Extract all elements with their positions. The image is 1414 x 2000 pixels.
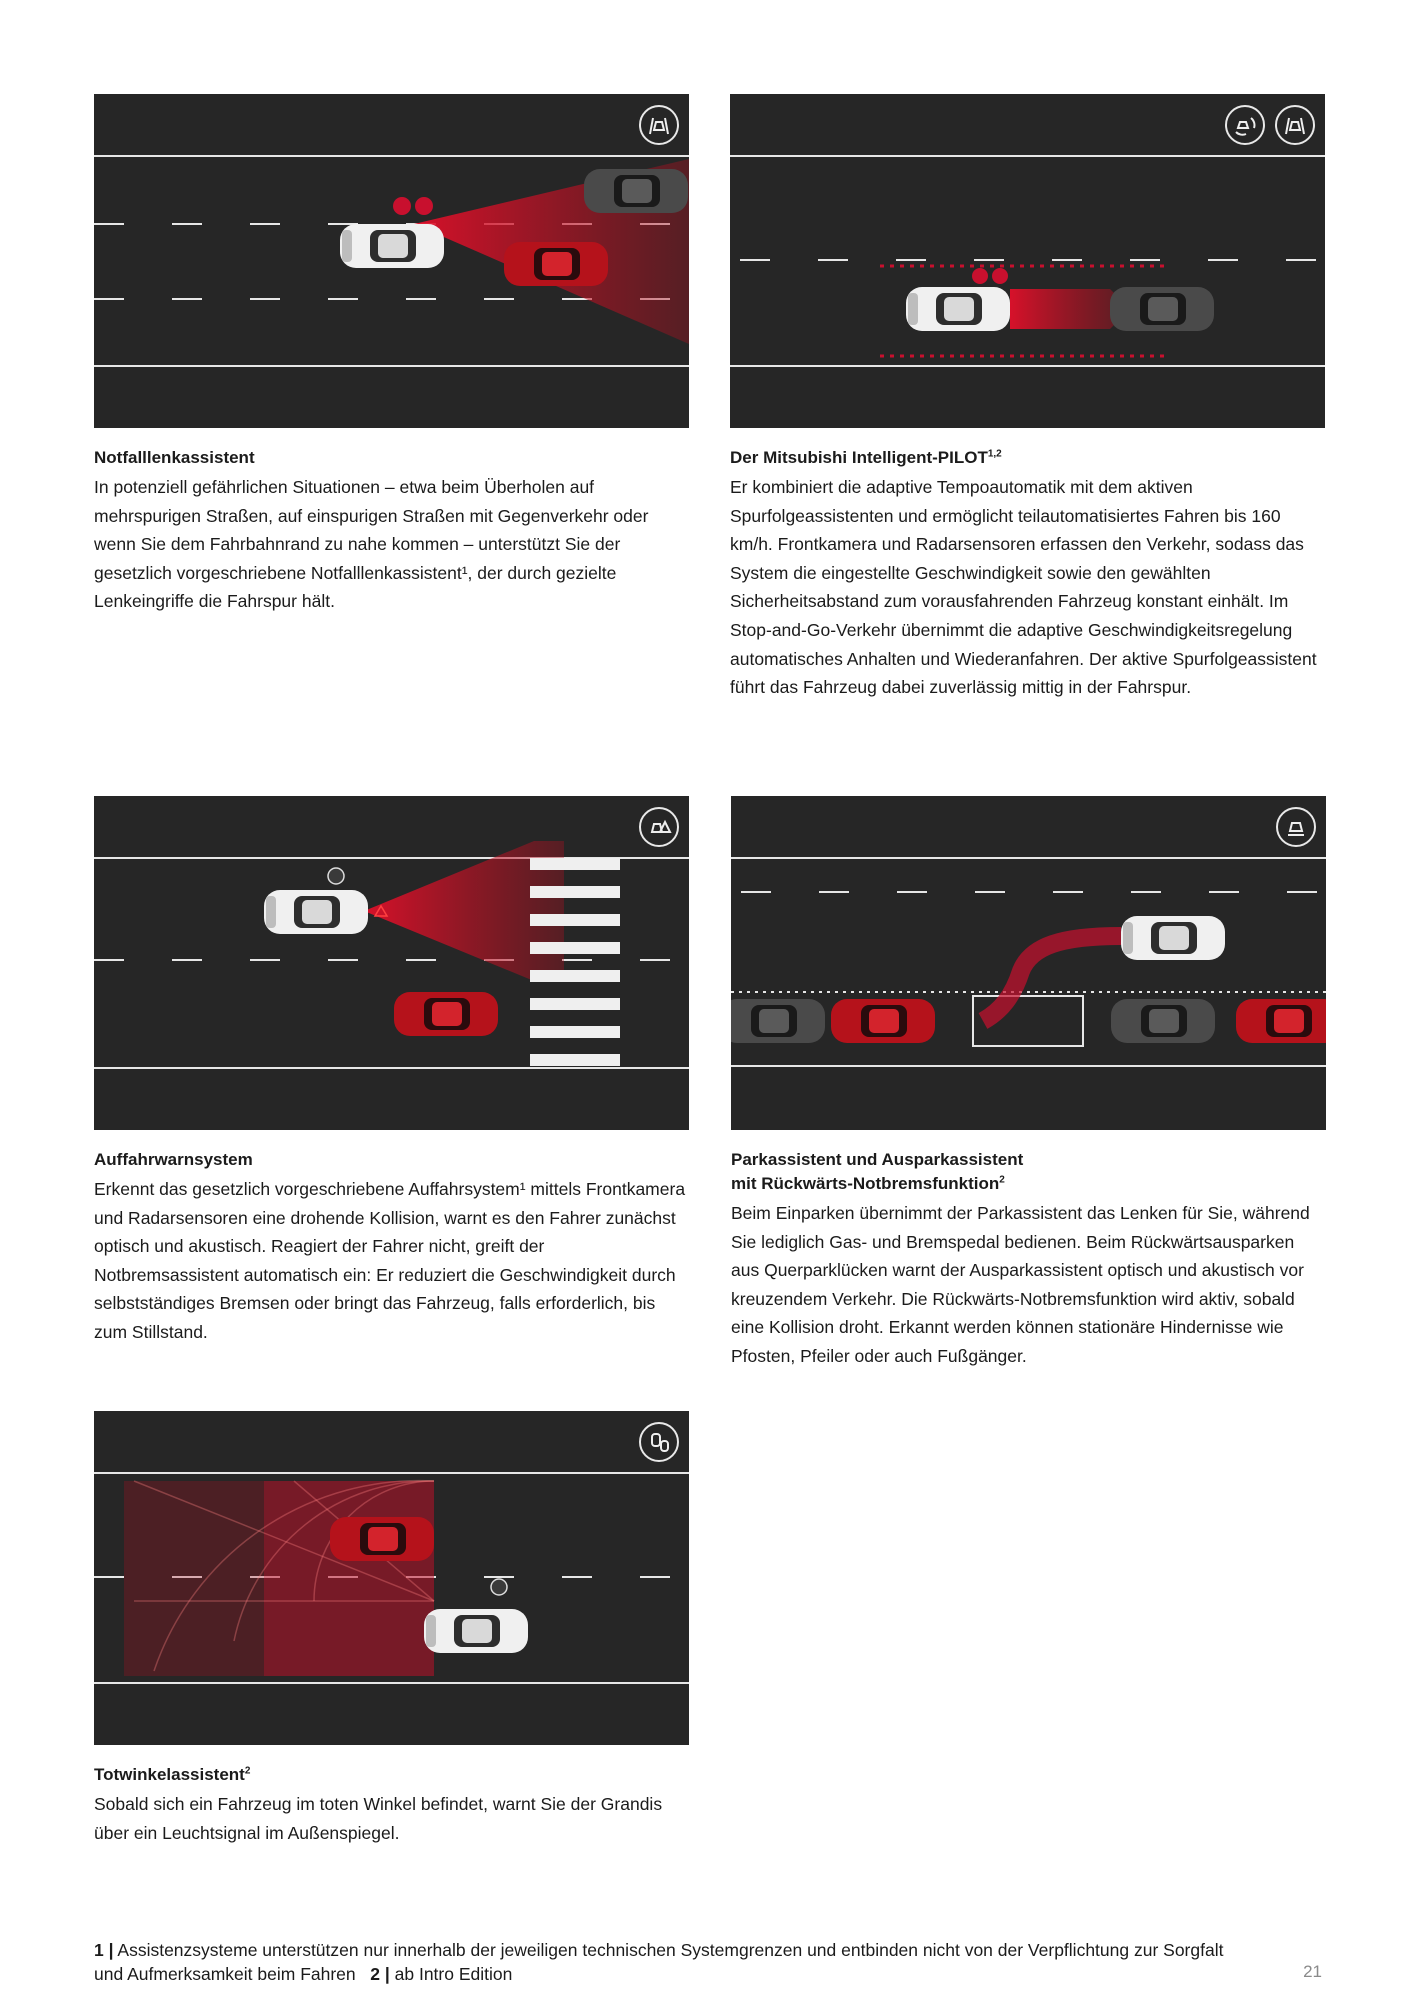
illustration-emergency-lane-assist — [94, 94, 689, 428]
page-number: 21 — [1303, 1962, 1322, 1981]
feature-totwinkelassistent — [94, 1411, 689, 1847]
adaptive-cruise-icon — [1225, 105, 1265, 145]
lane-keep-car-icon — [1275, 105, 1315, 145]
feature-title: Auffahrwarnsystem — [94, 1150, 253, 1169]
blind-spot-icon — [639, 1422, 679, 1462]
feature-title: Notfalllenkassistent — [94, 448, 255, 467]
illustration-intelligent-pilot — [730, 94, 1325, 428]
feature-parkassistent — [731, 796, 1326, 1371]
feature-title: Der Mitsubishi Intelligent-PILOT$^{1,2}$ — [730, 448, 1002, 467]
illustration-blind-spot — [94, 1411, 689, 1745]
feature-text: Er kombiniert die adaptive Tempoautomatik mit dem aktiven Spurfolgeassistenten und ermöglicht teilautomatisiertes Fahren bis 160 km/h. Frontkamera und Radarsensoren erfassen den Verkehr, sodass das System die eingestellte Geschwindigkeit sowie den gewählten Sicherheitsabstand zum vorausfahrenden Fahrzeug konstant einhält. Im Stop-and-Go-Verkehr übernimmt die adaptive Geschwindigkeitsregelung automatisches Anhalten und Wiederanfahren. Der aktive Spurfolgeassistent führt das Fahrzeug dabei zuverlässig mittig in der Fahrspur. — [730, 477, 1317, 698]
feature-title: Parkassistent und Ausparkassistent mit Rückwärts-Notbremsfunktion$^2$ — [731, 1150, 1024, 1193]
lane-keep-car-icon — [639, 105, 679, 145]
feature-text: Sobald sich ein Fahrzeug im toten Winkel befindet, warnt Sie der Grandis über ein Leuchtsignal im Außenspiegel. — [94, 1794, 663, 1843]
collision-warning-icon — [639, 807, 679, 847]
feature-text: Erkennt das gesetzlich vorgeschriebene Auffahrsystem¹ mittels Frontkamera und Radarsensoren eine drohende Kollision, warnt es den Fahrer zunächst optisch und akustisch. Reagiert der Fahrer nicht, greift der Notbremsassistent automatisch ein: Er reduziert die Geschwindigkeit durch selbstständiges Bremsen oder bringt das Fahrzeug, falls erforderlich, bis zum Stillstand. — [94, 1179, 686, 1342]
footnote: 1 | Assistenzsysteme unterstützen nur innerhalb der jeweiligen technischen Systemgrenzen und entbinden nicht von der Verpflichtung zur Sorgfalt und Aufmerksamkeit beim Fahren 2 | ab Intro Edition — [94, 1940, 1224, 1984]
feature-auffahrwarnsystem — [94, 796, 689, 1347]
illustration-forward-collision — [94, 796, 689, 1130]
feature-notfalllenkassistent — [94, 94, 689, 616]
feature-title: Totwinkelassistent$^2$ — [94, 1765, 251, 1784]
illustration-park-assist — [731, 796, 1326, 1130]
feature-text: Beim Einparken übernimmt der Parkassistent das Lenken für Sie, während Sie lediglich Gas- und Bremspedal bedienen. Beim Rückwärtsausparken aus Querparklücken warnt der Ausparkassistent optisch und akustisch vor kreuzendem Verkehr. Die Rückwärts-Notbremsfunktion wird aktiv, sobald eine Kollision droht. Erkannt werden können stationäre Hindernisse wie Pfosten, Pfeiler oder auch Fußgänger. — [731, 1203, 1310, 1366]
park-assist-icon — [1276, 807, 1316, 847]
feature-intelligent-pilot — [730, 94, 1325, 702]
feature-text: In potenziell gefährlichen Situationen – etwa beim Überholen auf mehrspurigen Straßen, auf einspurigen Straßen mit Gegenverkehr oder wenn Sie dem Fahrbahnrand zu nahe kommen – unterstützt Sie der gesetzlich vorgeschriebene Notfalllenkassistent¹, der durch gezielte Lenkeingriffe die Fahrspur hält. — [94, 477, 649, 612]
